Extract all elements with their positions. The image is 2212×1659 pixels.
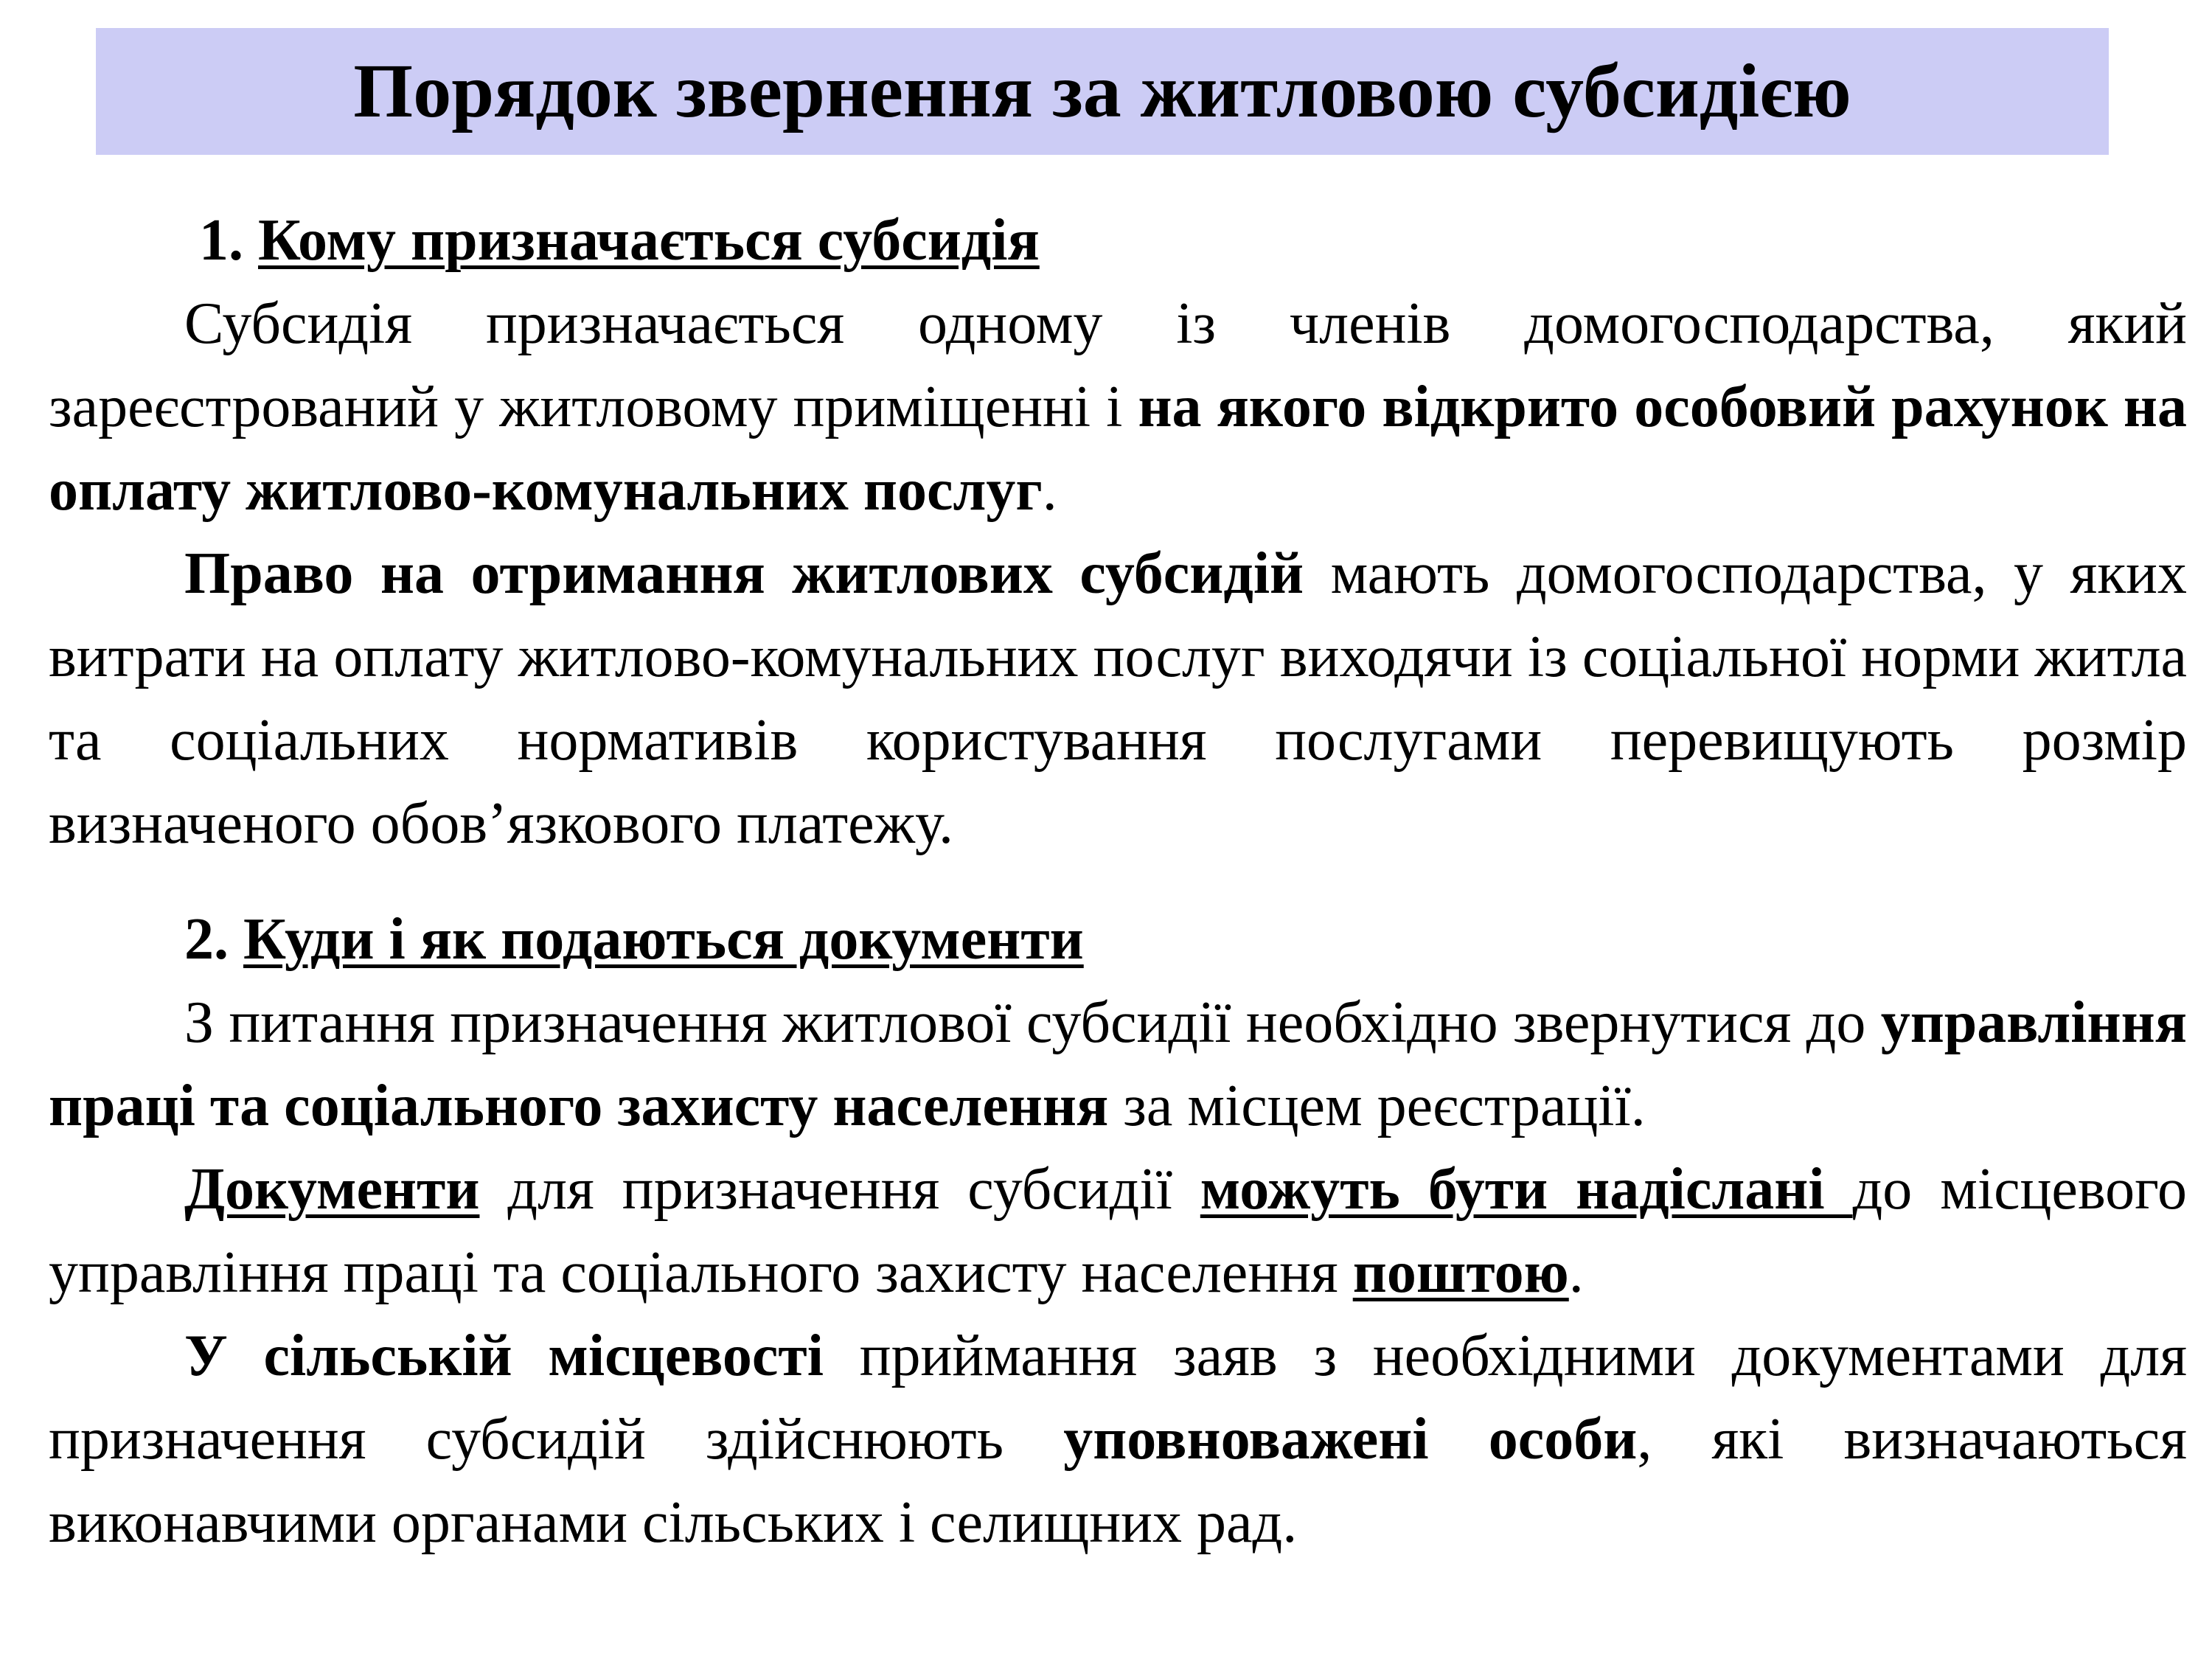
text-run: до місцевого управління праці та соціального захисту населення (49, 1157, 2187, 1305)
section-2-paragraph-1 (49, 981, 2187, 1148)
text-run: , які визначаються виконавчими органами сільських і селищних рад. (49, 1407, 2187, 1555)
section-1-heading (49, 199, 2187, 282)
bold-run: уповноважені особи (1063, 1407, 1638, 1472)
title-banner (96, 28, 2109, 155)
bold-underlined-run: поштою (1352, 1240, 1569, 1305)
document-body (49, 199, 2187, 1565)
bold-underlined-run: можуть бути надіслані (1200, 1157, 1853, 1222)
section-2-number: 2. (184, 907, 229, 972)
text-run: З питання призначення житлової субсидії необхідно звернутися до (184, 990, 1881, 1055)
section-1-paragraph-1 (49, 282, 2187, 532)
bold-run: на якого відкрито особовий рахунок на оплату житлово-комунальних послуг (49, 375, 2187, 523)
section-2-paragraph-3 (49, 1315, 2187, 1565)
section-1-title: Кому призначається субсидія (258, 208, 1040, 273)
text-run: мають домогосподарства, у яких витрати на оплату житлово-комунальних послуг виходячи із соціальної норми житла та соціальних нормативів користування послугами перевищують розмір визначеного обов’язкового платежу. (49, 541, 2187, 856)
text-run: Субсидія призначається одному із членів домогосподарства, який зареєстрований у житловому приміщенні і (49, 291, 2187, 439)
page-title: Порядок звернення за житловою субсидією (353, 49, 1851, 133)
text-run: . (1042, 458, 1057, 523)
text-run: для призначення субсидії (479, 1157, 1200, 1222)
section-1-number: 1. (199, 208, 243, 273)
text-run: . (1568, 1240, 1584, 1305)
section-2-heading (49, 898, 2187, 981)
text-run: приймання заяв з необхідними документами для призначення субсидій здійснюють (49, 1324, 2188, 1472)
section-2-title: Куди і як подаються документи (243, 907, 1084, 972)
bold-run: Право на отримання житлових субсидій (184, 541, 1304, 606)
bold-run: У сільській місцевості (184, 1324, 824, 1388)
text-run: за місцем реєстрації. (1108, 1074, 1646, 1138)
bold-run: управління праці та соціального захисту населення (49, 990, 2187, 1138)
bold-underlined-run: Документи (184, 1157, 480, 1222)
section-1-paragraph-2 (49, 532, 2187, 866)
section-2-paragraph-2 (49, 1148, 2187, 1315)
